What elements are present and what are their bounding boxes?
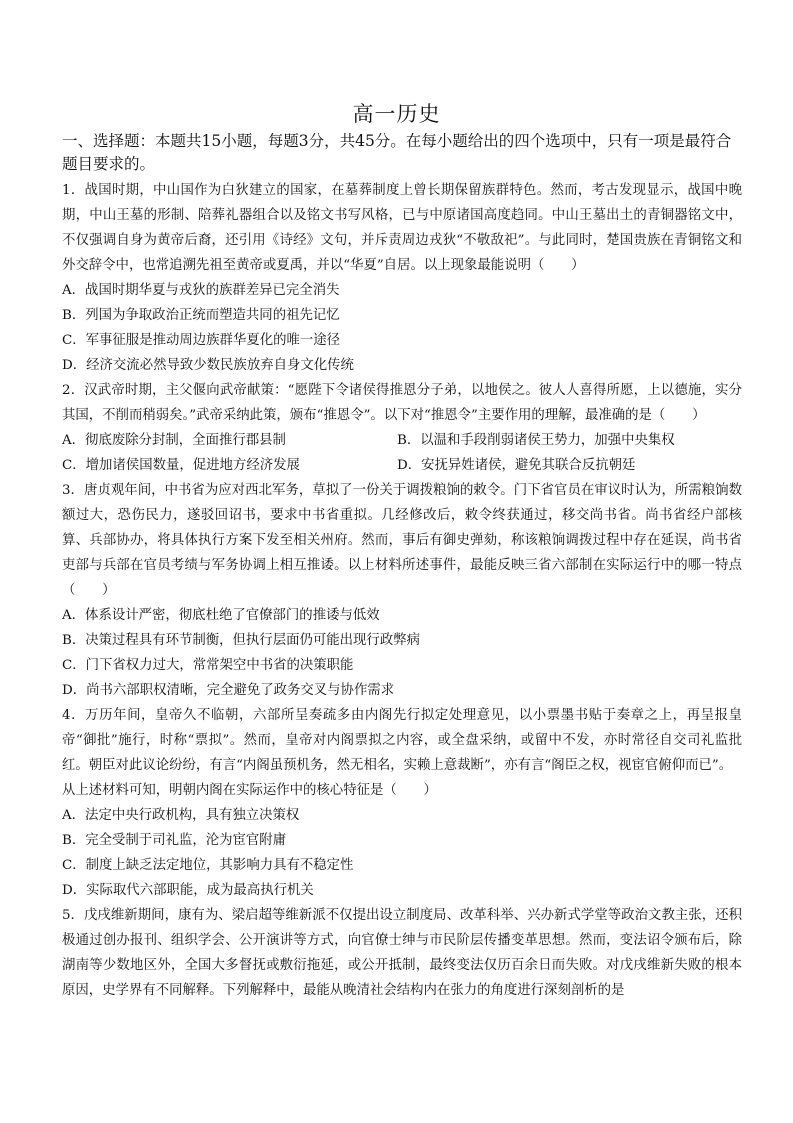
question-stem: 2．汉武帝时期，主父偃向武帝献策：“愿陛下令诸侯得推恩分子弟，以地侯之。彼人人喜得所愿，上以德施，实分其国，不削而稍弱矣。”武帝采纳此策，颁布“推恩令”。以下对“推恩令”主要作用的理解，最准确的是（ ） (62, 383, 742, 423)
option-d: D．尚书六部职权清晰，完全避免了政务交叉与协作需求 (62, 683, 395, 698)
question-1 (62, 178, 742, 378)
option-a: A．法定中央行政机构，具有独立决策权 (62, 808, 300, 823)
option-c: C．增加诸侯国数量，促进地方经济发展 (62, 458, 300, 473)
question-stem: 1．战国时期，中山国作为白狄建立的国家，在墓葬制度上曾长期保留族群特色。然而，考古发现显示，战国中晚期，中山王墓的形制、陪葬礼器组合以及铭文书写风格，已与中原诸国高度趋同。中山王墓出土的青铜器铭文中，不仅强调自身为黄帝后裔，还引用《诗经》文句，并斥责周边戎狄“不敬敌祀”。与此同时，楚国贵族在青铜铭文和外交辞令中，也常追溯先祖至黄帝或夏禹，并以“华夏”自居。以上现象最能说明（ ） (62, 183, 742, 273)
options-row (62, 428, 742, 453)
page-title: 高一历史 (352, 102, 441, 126)
options-row (62, 453, 742, 478)
question-stem: 5．戊戌维新期间，康有为、梁启超等维新派不仅提出设立制度局、改革科举、兴办新式学堂等政治文教主张，还积极通过创办报刊、组织学会、公开演讲等方式，向官僚士绅与市民阶层传播变革思想。然而，变法诏令颁布后，除湖南等少数地区外，全国大多督抚或敷衍拖延，或公开抵制，最终变法仅历百余日而失败。对戊戌维新失败的根本原因，史学界有不同解释。下列解释中，最能从晚清社会结构内在张力的角度进行深刻剖析的是 (62, 908, 742, 998)
question-4 (62, 703, 742, 903)
option-a: A．体系设计严密，彻底杜绝了官僚部门的推诿与低效 (62, 608, 380, 623)
option-a: A．战国时期华夏与戎狄的族群差异已完全消失 (62, 283, 340, 298)
question-stem: 3．唐贞观年间，中书省为应对西北军务，草拟了一份关于调拨粮饷的敕令。门下省官员在审议时认为，所需粮饷数额过大，恐伤民力，遂驳回诏书，要求中书省重拟。几经修改后，敕令终获通过，移交尚书省。尚书省经户部核算、兵部协办，将具体执行方案下发至相关州府。然而，事后有御史弹劾，称该粮饷调拨过程中存在延误，尚书省吏部与兵部在官员考绩与军务协调上相互推诿。以上材料所述事件，最能反映三省六部制在实际运行中的哪一特点（ ） (62, 483, 742, 598)
option-b: B．完全受制于司礼监，沦为宦官附庸 (62, 833, 287, 848)
section-heading: 一、选择题：本题共15小题，每题3分，共45分。在每小题给出的四个选项中，只有一项是最符合题目要求的。 (62, 132, 732, 173)
option-d: D．安抚异姓诸侯，避免其联合反抗朝廷 (397, 458, 636, 473)
option-c: C．门下省权力过大，常常架空中书省的决策职能 (62, 658, 354, 673)
option-d: D．实际取代六部职能，成为最高执行机关 (62, 883, 314, 898)
option-b: B．以温和手段削弱诸侯王势力，加强中央集权 (397, 433, 675, 448)
question-stem-continued: 从上述材料可知，明朝内阁在实际运作中的核心特征是（ ） (62, 783, 437, 798)
option-b: B．决策过程具有环节制衡，但执行层面仍可能出现行政弊病 (62, 633, 420, 648)
option-c: C．制度上缺乏法定地位，其影响力具有不稳定性 (62, 858, 354, 873)
option-a: A．彻底废除分封制，全面推行郡县制 (62, 433, 286, 448)
question-stem: 4．万历年间，皇帝久不临朝，六部所呈奏疏多由内阁先行拟定处理意见，以小票墨书贴于奏章之上，再呈报皇帝“御批”施行，时称“票拟”。然而，皇帝对内阁票拟之内容，或全盘采纳，或留中不发，亦时常径自交司礼监批红。朝臣对此议论纷纷，有言“内阁虽预机务，然无相名，实赖上意裁断”，亦有言“阁臣之权，视宦官俯仰而已”。 (62, 708, 742, 773)
question-5 (62, 903, 742, 1003)
exam-content (62, 130, 742, 1003)
question-3 (62, 478, 742, 703)
question-2 (62, 378, 742, 478)
option-d: D．经济交流必然导致少数民族放弃自身文化传统 (62, 358, 354, 373)
option-b: B．列国为争取政治正统而塑造共同的祖先记忆 (62, 308, 340, 323)
option-c: C．军事征服是推动周边族群华夏化的唯一途径 (62, 333, 341, 348)
